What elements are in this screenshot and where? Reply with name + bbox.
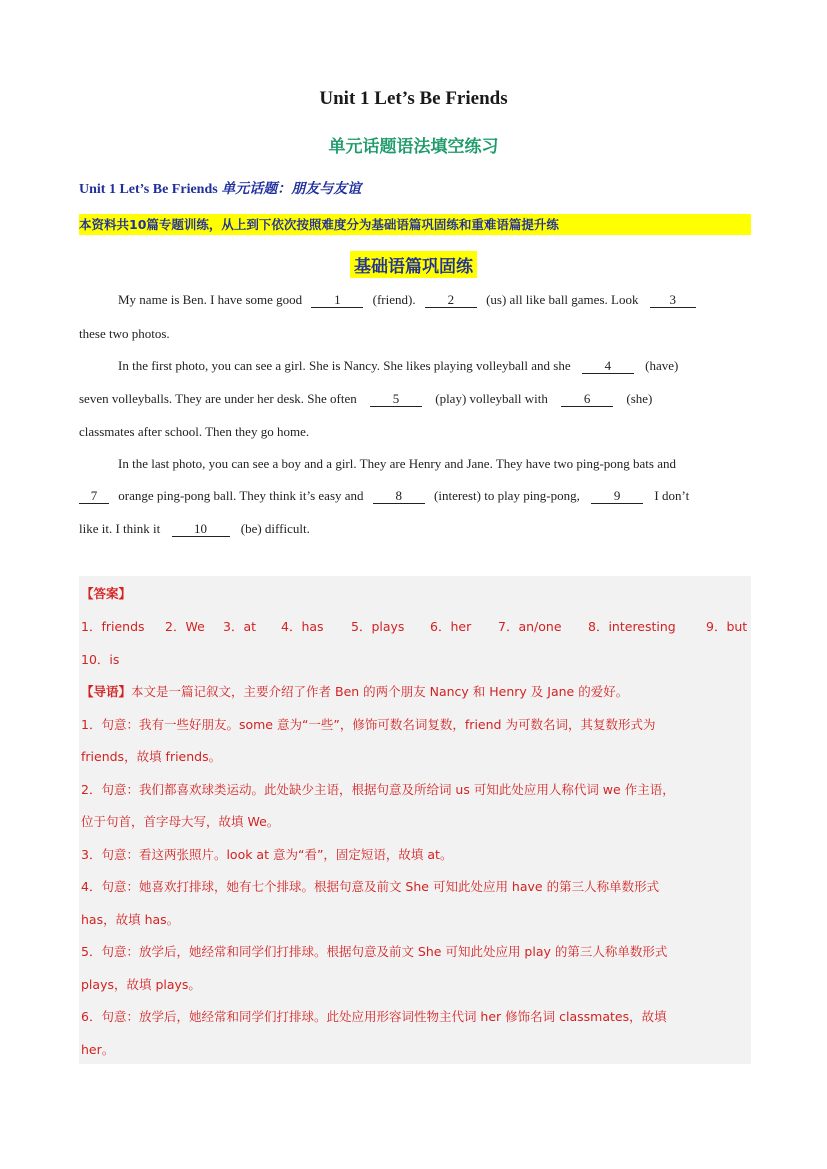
answer-item: 10．is <box>81 652 120 667</box>
blank-7[interactable]: 7 <box>79 489 109 504</box>
explanation-6b: her。 <box>81 1042 115 1057</box>
document-title: Unit 1 Let’s Be Friends <box>319 88 508 109</box>
passage-line-4: seven volleyballs. They are under her desk. She often 5 (play) volleyball with 6 (she) <box>79 391 653 406</box>
explanation-5a: 5．句意：放学后，她经常和同学们打排球。根据句意及前文 She 可知此处应用 play 的第三人称单数形式 <box>81 944 668 959</box>
answer-item: 2．We <box>165 619 205 634</box>
guide-label: 【导语】 <box>81 684 132 699</box>
blank-9[interactable]: 9 <box>591 489 643 504</box>
explanation-1b: friends，故填 friends。 <box>81 749 222 764</box>
passage-line-5: classmates after school. Then they go home. <box>79 424 310 439</box>
topic-chinese: 单元话题：朋友与友谊 <box>221 182 362 197</box>
explanation-2b: 位于句首，首字母大写，故填 We。 <box>81 814 280 829</box>
answer-item: 5．plays <box>351 619 405 634</box>
explanation-1a: 1．句意：我有一些好朋友。some 意为“一些”，修饰可数名词复数，friend 为可数名词，其复数形式为 <box>81 717 656 732</box>
blank-3[interactable]: 3 <box>650 293 696 308</box>
section-heading-label: 基础语篇巩固练 <box>350 251 477 278</box>
blank-1[interactable]: 1 <box>311 293 363 308</box>
answer-item: 8．interesting <box>588 619 676 634</box>
answer-item: 9．but <box>706 619 748 634</box>
material-notice: 本资料共10篇专题训练，从上到下依次按照难度分为基础语篇巩固练和重难语篇提升练 <box>79 214 751 235</box>
blank-8[interactable]: 8 <box>373 489 425 504</box>
topic-english: Unit 1 Let’s Be Friends <box>79 182 222 197</box>
answer-item: 1．friends <box>81 619 145 634</box>
explanation-4a: 4．句意：她喜欢打排球，她有七个排球。根据句意及前文 She 可知此处应用 have 的第三人称单数形式 <box>81 879 660 894</box>
explanation-5b: plays，故填 plays。 <box>81 977 201 992</box>
answer-item: 7．an/one <box>498 619 562 634</box>
explanation-3: 3．句意：看这两张照片。look at 意为“看”，固定短语，故填 at。 <box>81 847 453 862</box>
passage-line-1: My name is Ben. I have some good 1 (friend). 2 (us) all like ball games. Look 3 <box>79 292 751 308</box>
answer-item: 4．has <box>281 619 324 634</box>
blank-2[interactable]: 2 <box>425 293 477 308</box>
unit-topic <box>79 178 361 198</box>
answer-list <box>79 617 753 635</box>
section-heading <box>0 251 827 278</box>
blank-5[interactable]: 5 <box>370 392 422 407</box>
explanation-2a: 2．句意：我们都喜欢球类运动。此处缺少主语，根据句意及所给词 us 可知此处应用人称代词 we 作主语， <box>81 782 675 797</box>
explanation-6a: 6．句意：放学后，她经常和同学们打排球。此处应用形容词性物主代词 her 修饰名词 classmates，故填 <box>81 1009 667 1024</box>
passage-line-2: these two photos. <box>79 326 170 341</box>
answer-header: 【答案】 <box>81 586 132 601</box>
passage-line-3: In the first photo, you can see a girl. She is Nancy. She likes playing volleyball and she 4 (have) <box>118 358 679 373</box>
explanation-4b: has，故填 has。 <box>81 912 180 927</box>
guide-text: 本文是一篇记叙文，主要介绍了作者 Ben 的两个朋友 Nancy 和 Henry 及 Jane 的爱好。 <box>131 684 629 699</box>
answer-item: 6．her <box>430 619 472 634</box>
answer-item: 3．at <box>223 619 257 634</box>
blank-6[interactable]: 6 <box>561 392 613 407</box>
passage-line-6: In the last photo, you can see a boy and a girl. They are Henry and Jane. They have two ping-pong bats and <box>118 456 676 471</box>
guide-line <box>79 682 753 700</box>
blank-4[interactable]: 4 <box>582 359 634 374</box>
document-subtitle: 单元话题语法填空练习 <box>328 137 499 157</box>
answer-section <box>79 576 751 1064</box>
blank-10[interactable]: 10 <box>172 522 230 537</box>
passage-line-7: 7 orange ping-pong ball. They think it’s easy and 8 (interest) to play ping-pong, 9 I don’t <box>79 488 751 504</box>
passage-line-8: like it. I think it 10 (be) difficult. <box>79 521 310 536</box>
